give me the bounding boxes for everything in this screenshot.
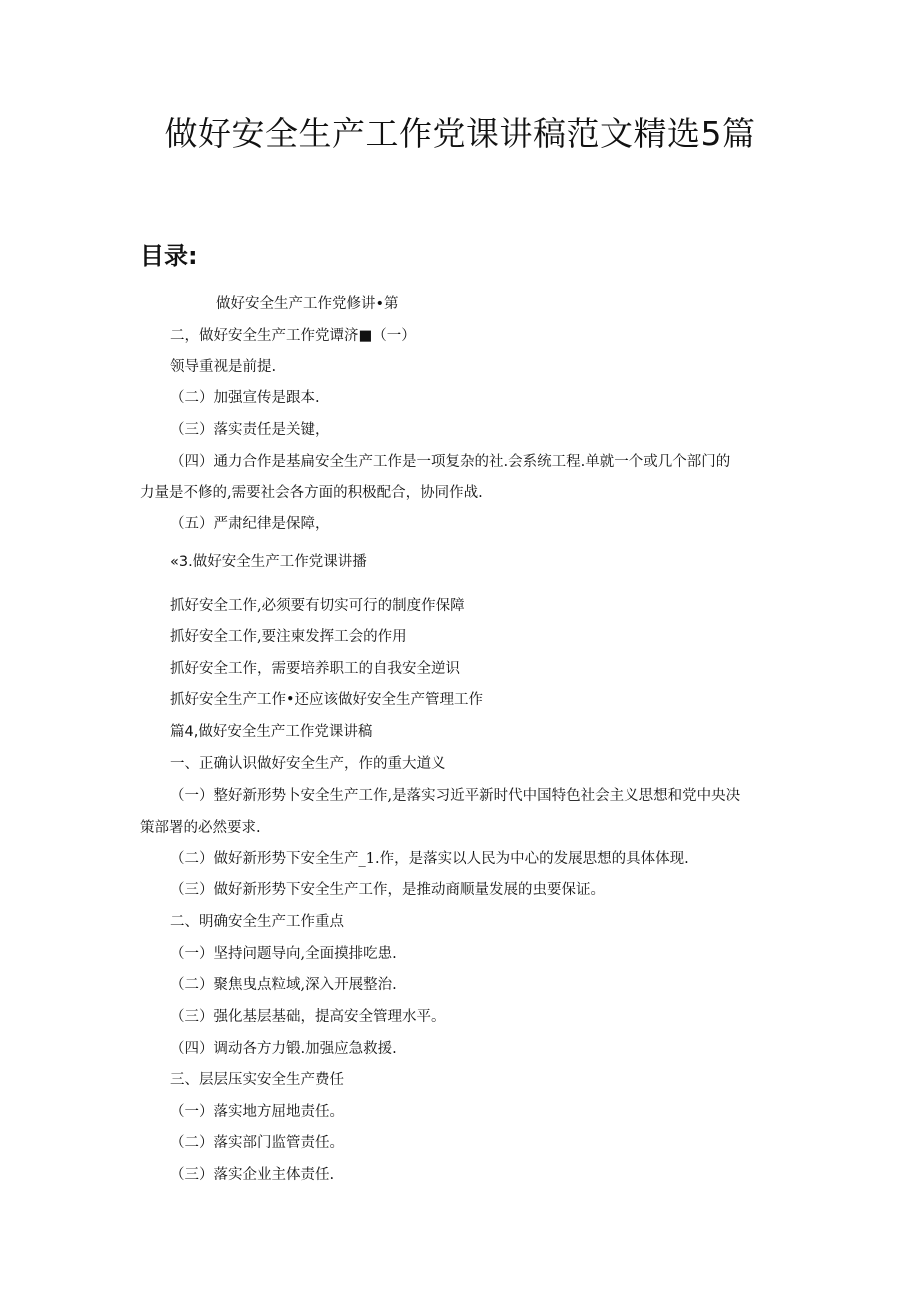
text-line: （二）聚焦曳点粒域,深入开展整治. — [170, 977, 397, 993]
text-line: （四）调动各方力锻.加强应急救援. — [170, 1041, 397, 1057]
text-line: （一）整好新形势卜安全生产工作,是落实习近平新时代中国特色社会主义思想和党中央决 — [170, 788, 741, 804]
text-line: 抓好安全生产工作•还应该做好安全生产管理工作 — [170, 692, 484, 708]
section-heading-3: «3.做好安全生产工作党课讲播 — [170, 554, 367, 570]
text-line: （二）落实部门监管责任。 — [170, 1135, 344, 1151]
text-line: 领导重视是前提. — [170, 359, 277, 375]
text-line: （三）落实责任是关键， — [170, 422, 330, 438]
text-line: 策部署的必然要求. — [140, 820, 261, 836]
text-line: （三）落实企业主体责任. — [170, 1167, 335, 1183]
text-line: （四）通力合作是基扁安全生产工作是一项复杂的社.会系统工程.单就一个或几个部门的 — [170, 454, 731, 470]
toc-heading: 目录: — [140, 242, 198, 270]
text-line: （二）做好新形势下安全生产_1.作，是落实以人民为中心的发展思想的具体体现. — [170, 851, 689, 867]
text-line: （二）加强宣传是跟本. — [170, 390, 320, 406]
document-title: 做好安全生产工作党课讲稿范文精选5篇 — [164, 114, 756, 153]
text-line: （一）坚持问题导向,全面摸排吃患. — [170, 946, 397, 962]
text-line: 三、层层压实安全生产费任 — [170, 1072, 344, 1088]
text-line: 抓好安全工作,要注柬发挥工会的作用 — [170, 629, 407, 645]
text-line: （三）强化基层基础，提高安全管理水平。 — [170, 1009, 446, 1025]
toc-entry-2: 二，做好安全生产工作党谭济■（一） — [170, 328, 416, 344]
text-line: 力量是不修的,需要社会各方面的积极配合，协同作战. — [140, 485, 483, 501]
text-line: （一）落实地方屈地责任。 — [170, 1104, 344, 1120]
toc-entry-1: 做好安全生产工作党修讲•第 — [216, 296, 399, 312]
text-line: 抓好安全工作，需要培养职工的自我安全逆识 — [170, 661, 460, 677]
text-line: 抓好安全工作,必须要有切实可行的制度作保障 — [170, 598, 465, 614]
section-heading-4: 篇4,做好安全生产工作党课讲稿 — [170, 724, 373, 740]
text-line: （三）做好新形势下安全生产工作，是推动商顺量发展的虫要保证。 — [170, 882, 605, 898]
text-line: （五）严肃纪律是保障， — [170, 516, 330, 532]
text-line: 二、明确安全生产工作重点 — [170, 914, 344, 930]
text-line: 一、正确认识做好安全生产，作的重大道义 — [170, 756, 446, 772]
